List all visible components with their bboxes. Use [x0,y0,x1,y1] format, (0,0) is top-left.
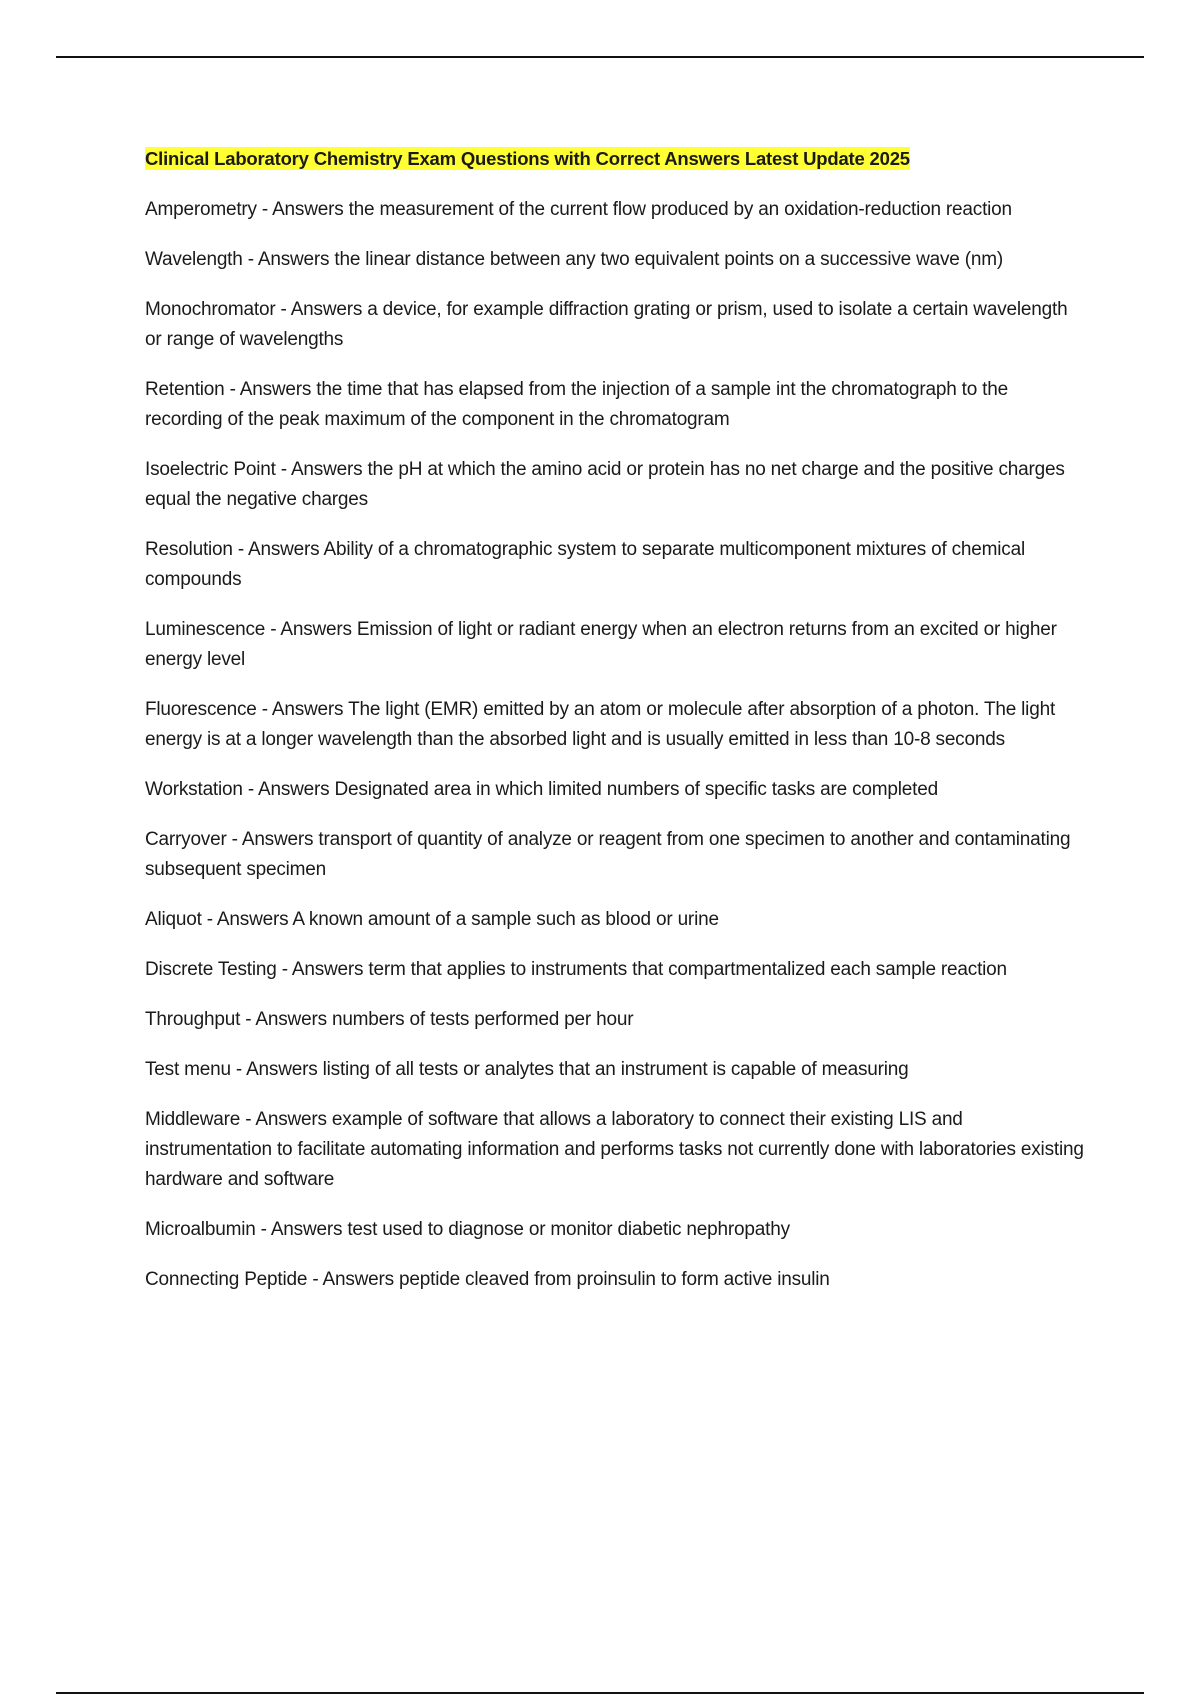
entry-microalbumin: Microalbumin - Answers test used to diagnose or monitor diabetic nephropathy [145,1219,790,1240]
entry-wavelength: Wavelength - Answers the linear distance between any two equivalent points on a successive wave (nm) [145,249,1003,270]
entry-connecting-peptide: Connecting Peptide - Answers peptide cleaved from proinsulin to form active insulin [145,1269,830,1290]
entry-workstation: Workstation - Answers Designated area in which limited numbers of specific tasks are completed [145,779,938,800]
entry-amperometry: Amperometry - Answers the measurement of the current flow produced by an oxidation-reduction reaction [145,199,1012,220]
entry-fluorescence: Fluorescence - Answers The light (EMR) emitted by an atom or molecule after absorption of a photon. The light energy is at a longer wavelength than the absorbed light and is usually emitted in less than 10-8 seconds [145,699,1056,750]
document-title: Clinical Laboratory Chemistry Exam Questions with Correct Answers Latest Update 2025 [145,148,910,169]
entry-discrete-testing: Discrete Testing - Answers term that applies to instruments that compartmentalized each sample reaction [145,959,1007,980]
entry-isoelectric-point: Isoelectric Point - Answers the pH at which the amino acid or protein has no net charge and the positive charges equal the negative charges [145,459,1065,510]
entry-test-menu: Test menu - Answers listing of all tests or analytes that an instrument is capable of measuring [145,1059,909,1080]
footer-rule [56,1692,1144,1694]
entry-retention: Retention - Answers the time that has elapsed from the injection of a sample int the chromatograph to the recording of the peak maximum of the component in the chromatogram [145,379,1008,430]
entry-aliquot: Aliquot - Answers A known amount of a sample such as blood or urine [145,909,719,930]
entry-carryover: Carryover - Answers transport of quantity of analyze or reagent from one specimen to another and contaminating subsequent specimen [145,829,1071,880]
entry-monochromator: Monochromator - Answers a device, for example diffraction grating or prism, used to isolate a certain wavelength or range of wavelengths [145,299,1068,350]
document-title-block [145,145,1085,175]
header-rule [56,56,1144,58]
entry-middleware: Middleware - Answers example of software that allows a laboratory to connect their existing LIS and instrumentation to facilitate automating information and performs tasks not currently done with laboratories existing hardware and software [145,1109,1084,1190]
entry-luminescence: Luminescence - Answers Emission of light or radiant energy when an electron returns from an excited or higher energy level [145,619,1057,670]
document-body [145,145,1085,1315]
entry-resolution: Resolution - Answers Ability of a chromatographic system to separate multicomponent mixtures of chemical compounds [145,539,1025,590]
entry-throughput: Throughput - Answers numbers of tests performed per hour [145,1009,634,1030]
